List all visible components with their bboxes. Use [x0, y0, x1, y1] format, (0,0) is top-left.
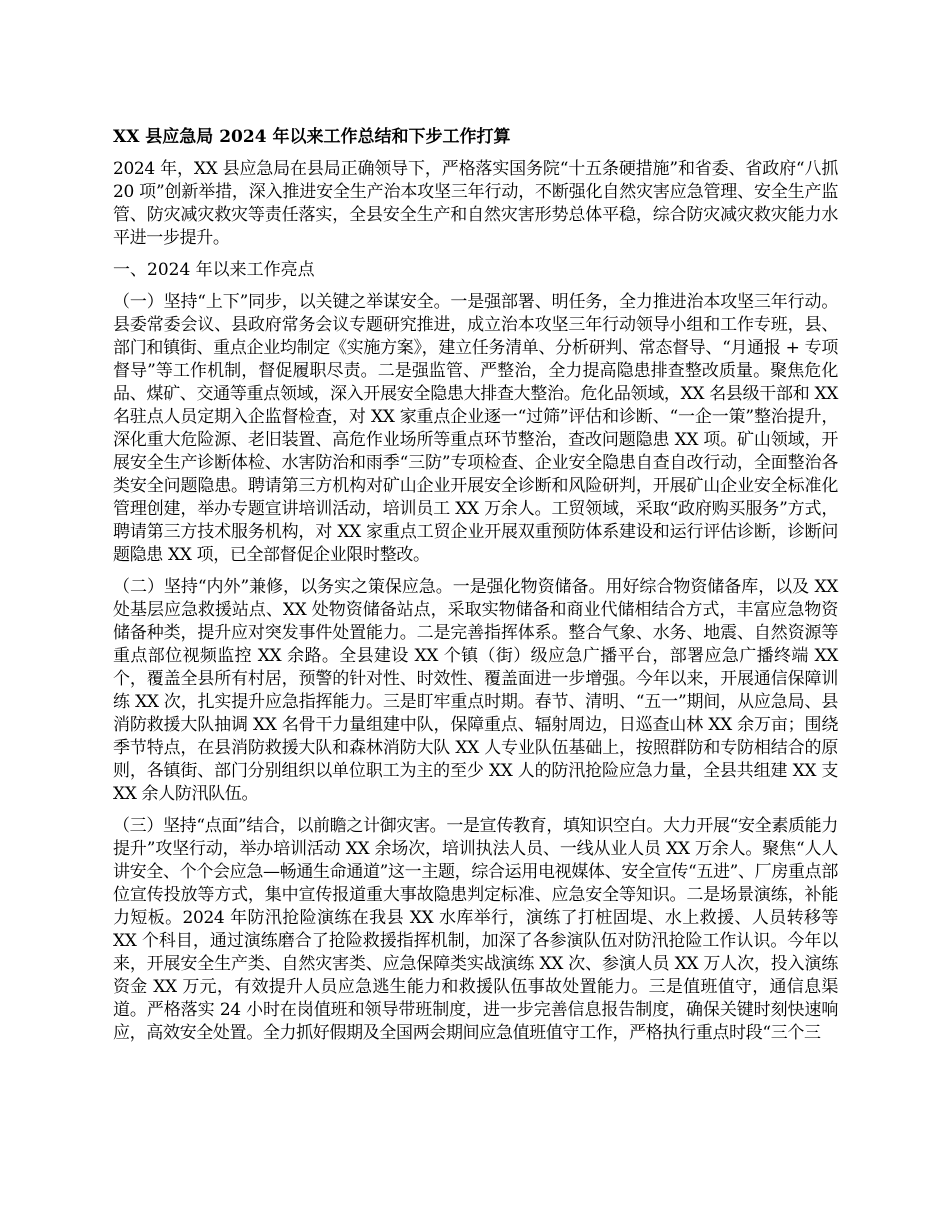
document-page	[113, 125, 838, 1054]
paragraph-1: （一）坚持“上下”同步，以关键之举谋安全。一是强部署、明任务，全力推进治本攻坚三年行动。县委常委会议、县政府常务会议专题研究推进，成立治本攻坚三年行动领导小组和工作专班，县、部门和镇街、重点企业均制定《实施方案》，建立任务清单、分析研判、常态督导、“月通报 + 专项督导”等工作机制，督促履职尽责。二是强监管、严整治，全力提高隐患排查整改质量。聚焦危化品、煤矿、交通等重点领域，深入开展安全隐患大排查大整治。危化品领域，XX 名县级干部和 XX 名驻点人员定期入企监督检查，对 XX 家重点企业逐一“过筛”评估和诊断、“一企一策”整治提升，深化重大危险源、老旧装置、高危作业场所等重点环节整治，查改问题隐患 XX 项。矿山领域，开展安全生产诊断体检、水害防治和雨季“三防”专项检查、企业安全隐患自查自改行动，全面整治各类安全问题隐患。聘请第三方机构对矿山企业开展安全诊断和风险研判，开展矿山企业安全标准化管理创建，举办专题宣讲培训活动，培训员工 XX 万余人。工贸领域，采取“政府购买服务”方式，聘请第三方技术服务机构，对 XX 家重点工贸企业开展双重预防体系建设和运行评估诊断，诊断问题隐患 XX 项，已全部督促企业限时整改。	[113, 292, 838, 565]
paragraph-2: （二）坚持“内外”兼修，以务实之策保应急。一是强化物资储备。用好综合物资储备库，以及 XX 处基层应急救援站点、XX 处物资储备站点，采取实物储备和商业代储相结合方式，丰富应急物资储备种类，提升应对突发事件处置能力。二是完善指挥体系。整合气象、水务、地震、自然资源等重点部位视频监控 XX 余路。全县建设 XX 个镇（街）级应急广播平台，部署应急广播终端 XX 个，覆盖全县所有村居，预警的针对性、时效性、覆盖面进一步增强。今年以来，开展通信保障训练 XX 次，扎实提升应急指挥能力。三是盯牢重点时期。春节、清明、“五一”期间，从应急局、县消防救援大队抽调 XX 名骨干力量组建中队，保障重点、辐射周边，日巡查山林 XX 余万亩；围绕季节特点，在县消防救援大队和森林消防大队 XX 人专业队伍基础上，按照群防和专防相结合的原则，各镇街、部门分别组织以单位职工为主的至少 XX 人的防汛抢险应急力量，全县共组建 XX 支 XX 余人防汛队伍。	[113, 577, 838, 804]
document-title: XX 县应急局 2024 年以来工作总结和下步工作打算	[113, 127, 511, 147]
section-heading: 一、2024 年以来工作亮点	[113, 260, 315, 280]
paragraph-3: （三）坚持“点面”结合，以前瞻之计御灾害。一是宣传教育，填知识空白。大力开展“安全素质能力提升”攻坚行动，举办培训活动 XX 余场次，培训执法人员、一线从业人员 XX 万余人。聚焦“人人讲安全、个个会应急—畅通生命通道”这一主题，综合运用电视媒体、安全宣传“五进”、厂房重点部位宣传投放等方式，集中宣传报道重大事故隐患判定标准、应急安全等知识。二是场景演练，补能力短板。2024 年防汛抢险演练在我县 XX 水库举行，演练了打桩固堤、水上救援、人员转移等 XX 个科目，通过演练磨合了抢险救援指挥机制，加深了各参演队伍对防汛抢险工作认识。今年以来，开展安全生产类、自然灾害类、应急保障类实战演练 XX 次、参演人员 XX 万人次，投入演练资金 XX 万元，有效提升人员应急逃生能力和救援队伍事故处置能力。三是值班值守，通信息渠道。严格落实 24 小时在岗值班和领导带班制度，进一步完善信息报告制度，确保关键时刻快速响应，高效安全处置。全力抓好假期及全国两会期间应急值班值守工作，严格执行重点时段“三个三	[113, 816, 838, 1043]
intro-paragraph: 2024 年，XX 县应急局在县局正确领导下，严格落实国务院“十五条硬措施”和省委、省政府“八抓 20 项”创新举措，深入推进安全生产治本攻坚三年行动，不断强化自然灾害应急管理、安全生产监管、防灾减灾救灾等责任落实，全县安全生产和自然灾害形势总体平稳，综合防灾减灾救灾能力水平进一步提升。	[113, 159, 838, 248]
